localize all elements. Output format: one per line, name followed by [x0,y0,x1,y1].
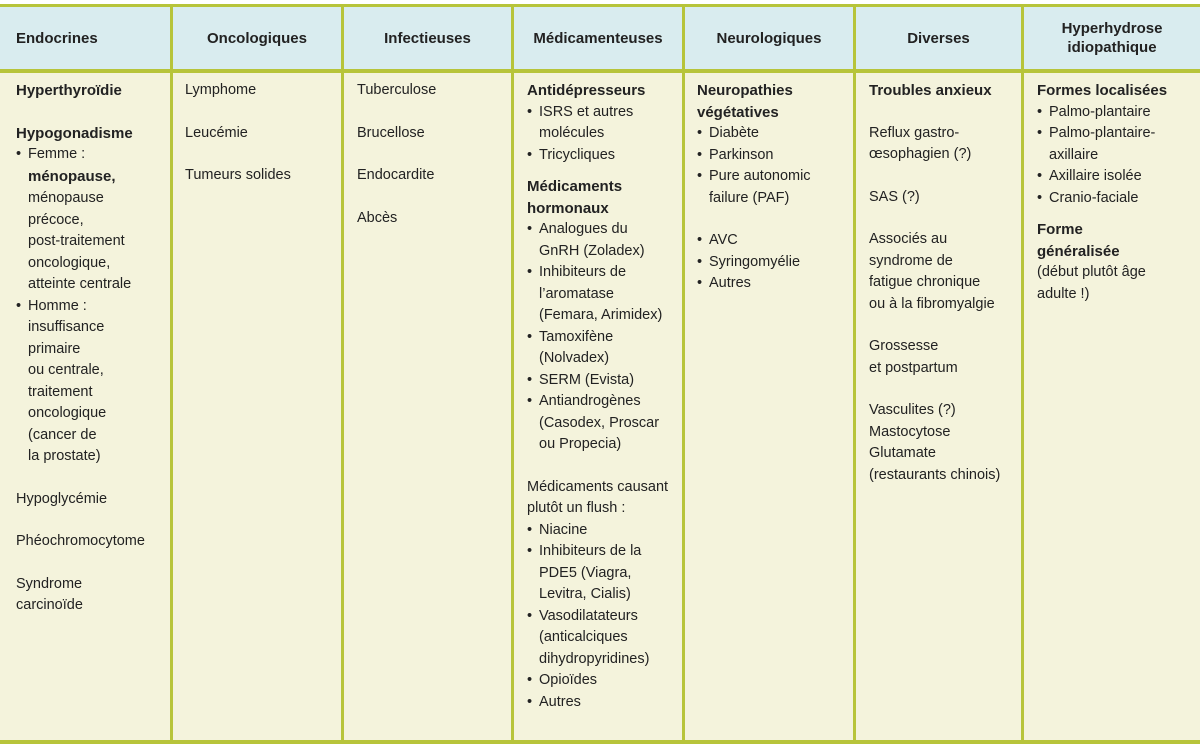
list-item: Brucellose [357,124,425,141]
column-medicamenteuses [527,80,681,713]
hormonaux-list [527,219,681,456]
forme-generalisee-label: Forme généralisée [1037,221,1120,260]
list-item: • Tamoxifène (Nolvadex) [527,327,681,370]
pheochromocytome-label: Phéochromocytome [16,533,145,549]
neurologiques-list [697,230,851,295]
forme-generalisee-text: (début plutôt âge adulte !) [1037,264,1146,302]
column-endocrines [16,80,168,617]
grossesse-label: Grossesse et postpartum [869,338,958,376]
list-item: • Vasodilatateurs (anticalciques dihydropyridines) [527,606,681,671]
hyperthyroidie-label: Hyperthyroïdie [16,82,122,99]
troubles-anxieux-label: Troubles anxieux [869,82,992,99]
list-item: • AVC [697,230,851,252]
header-infectieuses: Infectieuses [384,29,471,47]
neuropathies-label: Neuropathies végétatives [697,82,793,121]
column-divider [853,7,856,740]
list-item: Endocardite [357,167,435,183]
column-infectieuses [357,80,507,229]
list-item: • Homme : insuffisance primaire ou centrale, traitement oncologique (cancer de la prostate) [16,296,168,468]
list-item: • Inhibiteurs de la PDE5 (Viagra, Levitra, Cialis) [527,541,681,606]
list-item: Abcès [357,209,398,226]
list-item: • Autres [697,273,851,295]
list-item: • Palmo-plantaire- axillaire [1037,123,1197,166]
syndrome-carcinoide-label: Syndrome carcinoïde [16,575,83,613]
list-item: • Parkinson [697,145,851,167]
list-item: • Autres [527,692,681,714]
header-medicamenteuses: Médicamenteuses [533,29,663,47]
list-item: • ISRS et autres molécules [527,102,681,145]
list-item: Tuberculose [357,82,437,98]
hypogonadisme-label: Hypogonadisme [16,124,133,142]
header-endocrines: Endocrines [16,29,98,47]
column-divider [170,7,173,740]
column-diverses [869,80,1019,486]
header-neurologiques: Neurologiques [716,29,822,47]
list-item: • Analogues du GnRH (Zoladex) [527,219,681,262]
column-divider [341,7,344,740]
vasculites-label: Vasculites (?) Mastocytose Glutamate (restaurants chinois) [869,402,1001,483]
header-row [0,7,1200,73]
list-item: • Tricycliques [527,145,681,167]
list-item: • SERM (Evista) [527,370,681,392]
list-item: • Inhibiteurs de l’aromatase (Femara, Arimidex) [527,262,681,327]
list-item: • Opioïdes [527,670,681,692]
column-divider [682,7,685,740]
antidepresseurs-list [527,102,681,167]
list-item: • Niacine [527,520,681,542]
hypoglycemie-label: Hypoglycémie [16,490,108,507]
flush-label: Médicaments causant plutôt un flush : [527,478,669,516]
list-item: Leucémie [185,124,248,141]
formes-localisees-list [1037,102,1197,210]
antidepresseurs-label: Antidépresseurs [527,82,646,99]
column-divider [1021,7,1024,740]
list-item: • Palmo-plantaire [1037,102,1197,124]
column-oncologiques [185,80,335,187]
list-item: • Femme : ménopause, ménopause précoce, post-traitement oncologique, atteinte centrale [16,144,168,296]
list-item: • Diabète [697,123,851,145]
column-neurologiques [697,80,851,295]
neuropathies-list [697,123,851,209]
sas-label: SAS (?) [869,188,920,205]
header-diverses: Diverses [907,29,970,47]
hypogonadisme-list [16,144,168,468]
formes-localisees-label: Formes localisées [1037,82,1168,99]
header-hyperhydrose: Hyperhydrose idiopathique [1061,20,1163,56]
reflux-label: Reflux gastro- œsophagien (?) [869,124,972,162]
list-item: • Syringomyélie [697,252,851,274]
list-item: Lymphome [185,82,257,98]
header-oncologiques: Oncologiques [206,29,307,47]
associes-label: Associés au syndrome de fatigue chronique ou à la fibromyalgie [869,231,995,312]
list-item: • Antiandrogènes (Casodex, Proscar ou Propecia) [527,391,681,456]
flush-list [527,520,681,714]
list-item: Tumeurs solides [185,167,291,183]
list-item: • Axillaire isolée [1037,166,1197,188]
list-item: • Pure autonomic failure (PAF) [697,166,851,209]
hormonaux-label: Médicaments hormonaux [527,178,623,217]
list-item: • Cranio-faciale [1037,188,1197,210]
column-hyperhydrose [1037,80,1197,305]
column-divider [511,7,514,740]
